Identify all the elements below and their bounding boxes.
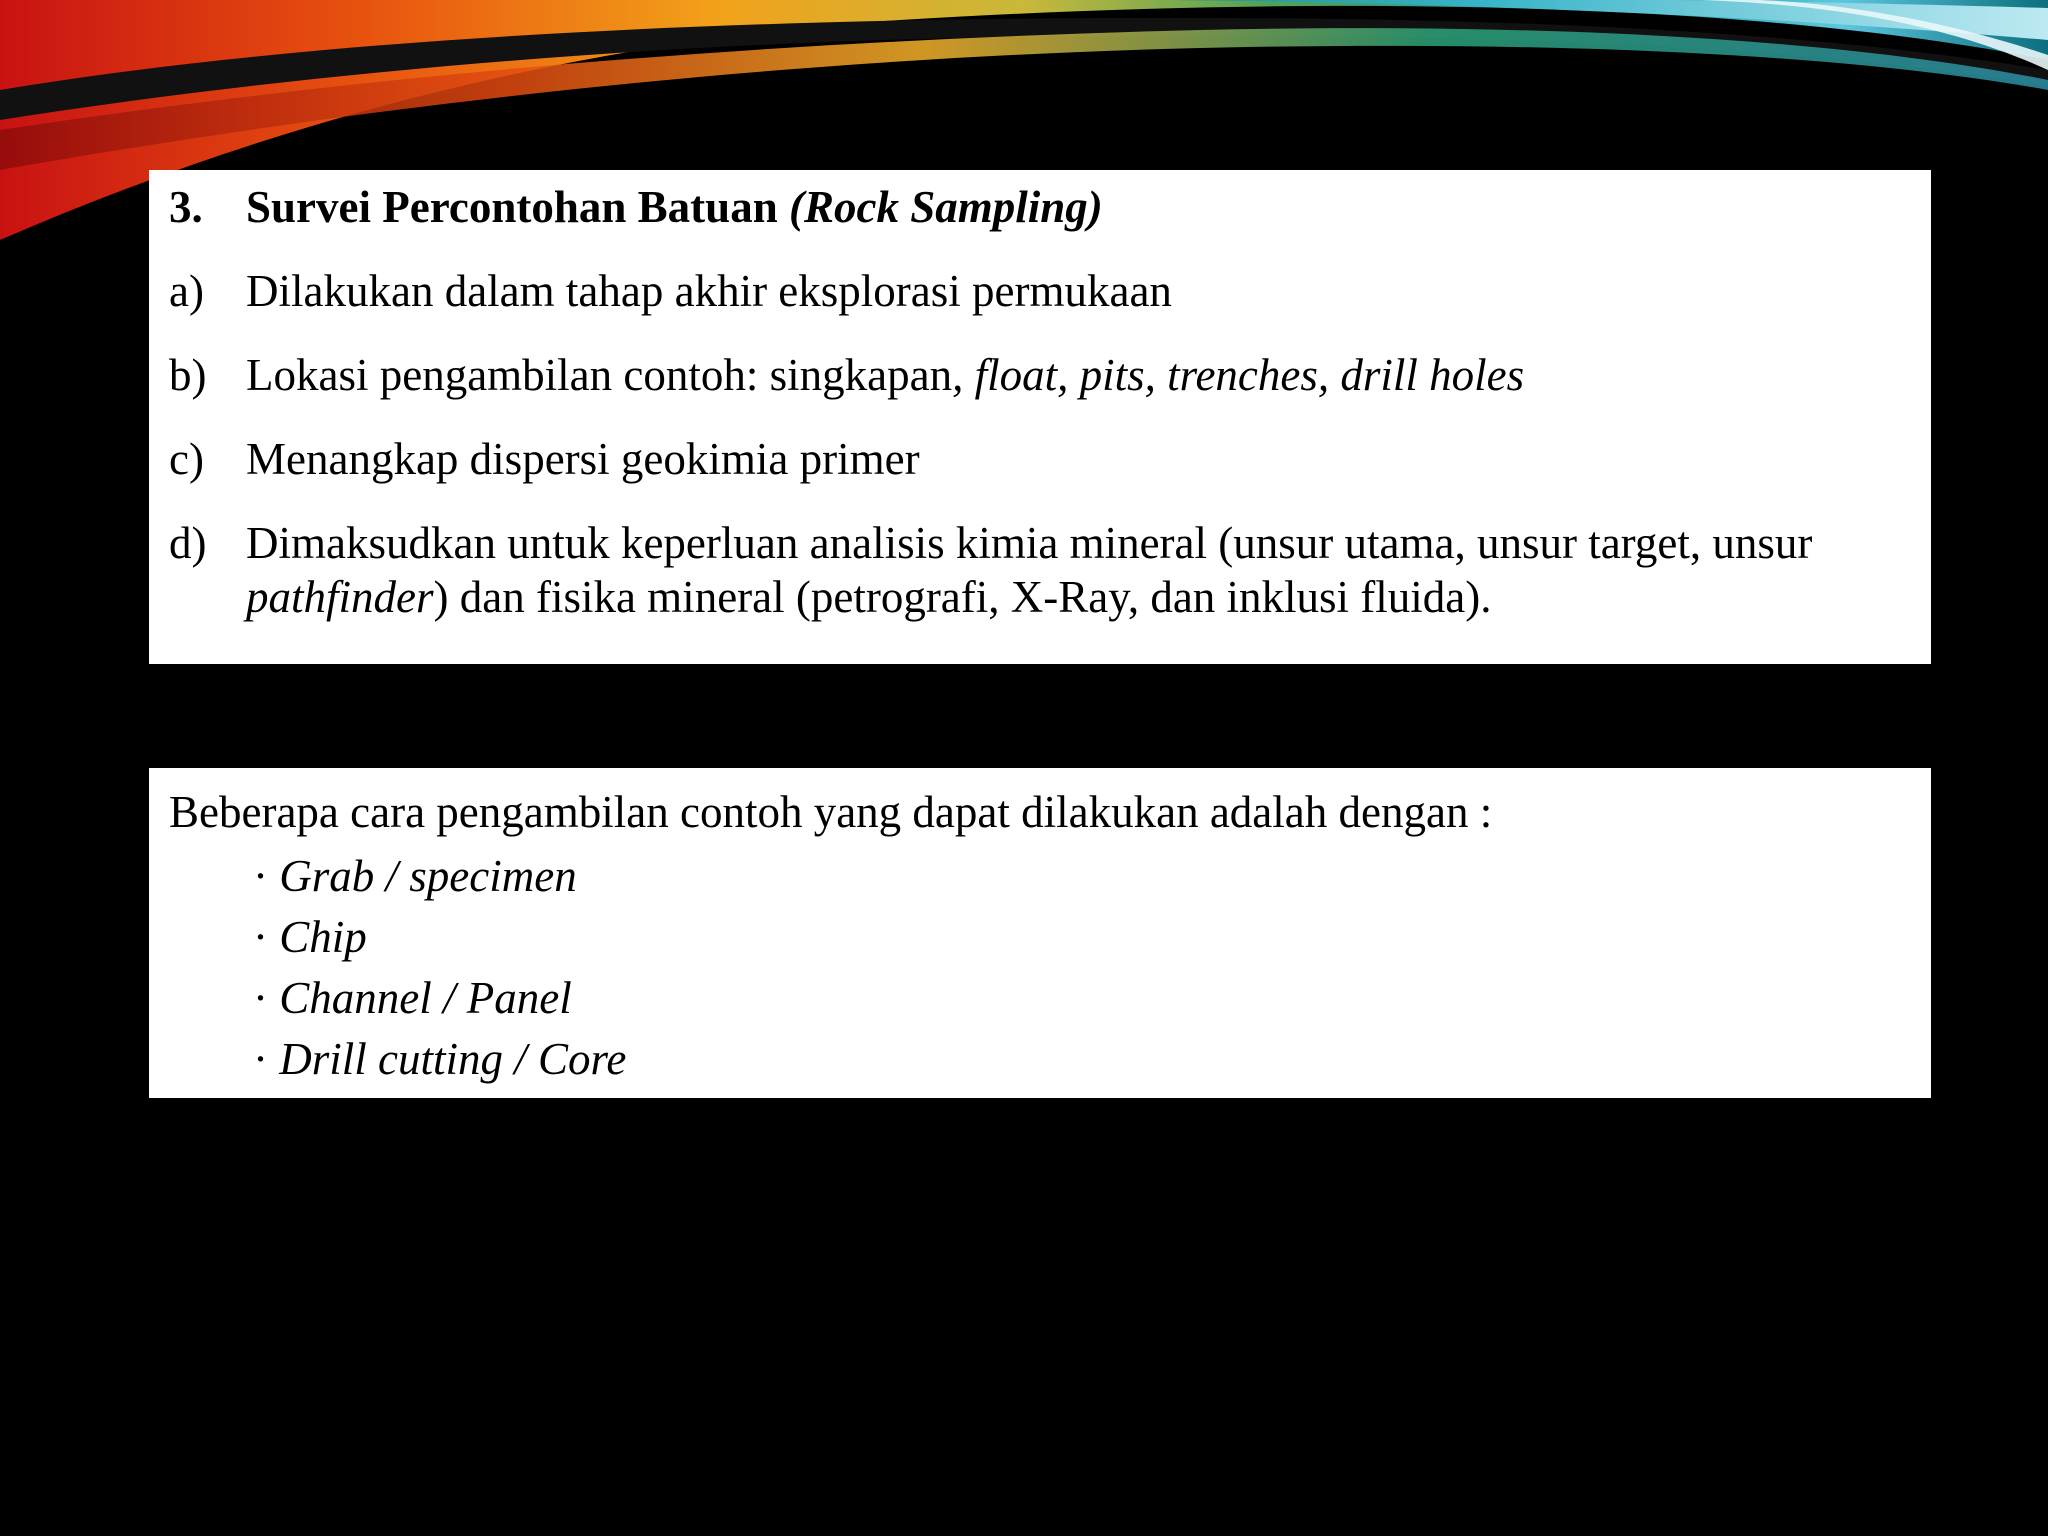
list-marker: a) [169, 266, 204, 316]
rock-sampling-box [149, 170, 1931, 664]
heading-number: 3. [169, 182, 203, 232]
method-bullet-grab [169, 846, 1911, 907]
list-item-text: Menangkap dispersi geokimia primer [246, 434, 920, 484]
heading-title [246, 180, 1911, 234]
heading-title-text: Survei Percontohan Batuan [246, 182, 789, 232]
bullet-text: Drill cutting / Core [279, 1034, 627, 1084]
heading-title-italic: (Rock Sampling) [788, 182, 1103, 232]
list-item-text: Dilakukan dalam tahap akhir eksplorasi permukaan [246, 266, 1172, 316]
list-marker: b) [169, 350, 207, 400]
list-item-text [246, 516, 1911, 624]
bullet-dot: · [253, 851, 268, 901]
bullet-text: Channel / Panel [279, 973, 572, 1023]
list-item-text-plain: Lokasi pengambilan contoh: singkapan [246, 350, 953, 400]
list-item-text-part1: Dimaksudkan untuk keperluan analisis kimia mineral (unsur utama, unsur target, unsur [246, 518, 1813, 568]
sampling-methods-box [149, 768, 1931, 1098]
bullet-dot: · [253, 973, 268, 1023]
method-bullet-chip [169, 907, 1911, 968]
list-item-text-italic: , float, pits, trenches, drill holes [952, 350, 1525, 400]
list-item-c [169, 432, 1911, 486]
method-bullet-drill [169, 1029, 1911, 1090]
list-item-d [169, 516, 1911, 624]
bullet-text: Chip [279, 912, 367, 962]
list-item-text [246, 348, 1911, 402]
method-bullet-channel [169, 968, 1911, 1029]
list-item-text-part2: ) dan fisika mineral (petrografi, X-Ray, dan inklusi fluida). [433, 572, 1492, 622]
methods-intro: Beberapa cara pengambilan contoh yang dapat dilakukan adalah dengan : [169, 787, 1493, 837]
list-marker: d) [169, 518, 207, 568]
list-item-a [169, 264, 1911, 318]
bullet-dot: · [253, 912, 268, 962]
list-item-text-italic: pathfinder [246, 572, 434, 622]
section-heading [169, 180, 1911, 234]
list-item-b [169, 348, 1911, 402]
bullet-text: Grab / specimen [279, 851, 577, 901]
bullet-dot: · [253, 1034, 268, 1084]
list-marker: c) [169, 434, 204, 484]
